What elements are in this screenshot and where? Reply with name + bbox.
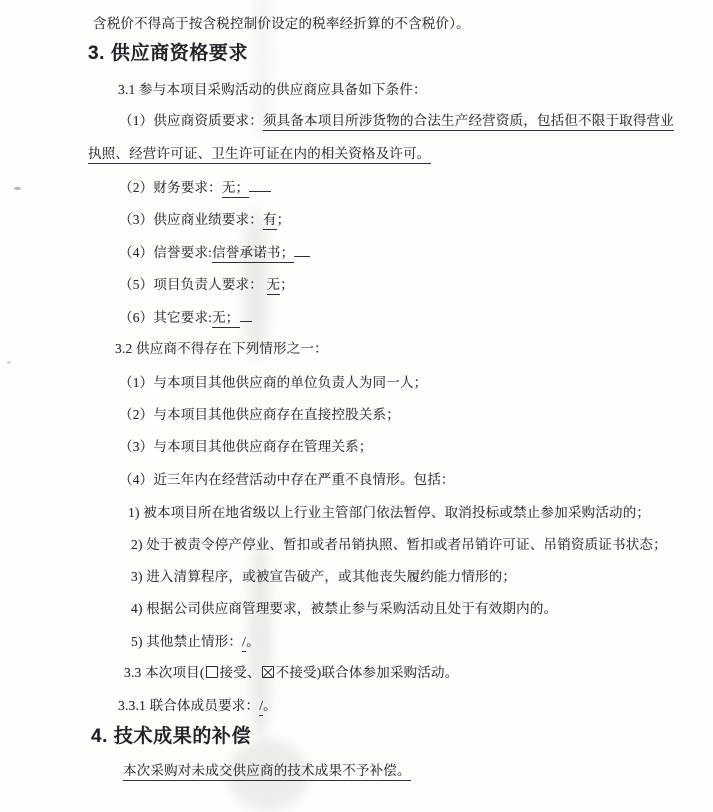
clause-3-2-subitem-3: 3) 进入清算程序，或被宣告破产，或其他丧失履约能力情形的； (131, 569, 517, 584)
subitem-5-tail: 。 (246, 634, 260, 649)
clause-3-2-item-4: （4）近三年内在经营活动中存在严重不良情形。包括： (119, 472, 455, 487)
underline-extension (294, 243, 310, 257)
clause-3-1-item-1-line-2 (88, 145, 431, 162)
carryover-line: 含税价不得高于按含税控制价设定的税率经折算的不含税价）。 (93, 16, 470, 31)
item-1-label: （1）供应商资质要求： (119, 113, 263, 128)
clause-3-3-1 (118, 697, 277, 714)
subitem-5-value: / (242, 634, 246, 652)
section-3-heading: 3. 供应商资格要求 (88, 43, 249, 64)
clause-3-1-item-4 (119, 243, 310, 261)
checkbox-accept-icon (206, 666, 218, 678)
clause-3-2-subitem-2: 2) 处于被责令停产停业、暂扣或者吊销执照、暂扣或者吊销许可证、吊销资质证书状态； (131, 537, 667, 552)
clause-3-1-item-3 (119, 211, 290, 228)
item-3-label: （3）供应商业绩要求： (119, 212, 263, 227)
clause-3-2-lead: 3.2 供应商不得存在下列情形之一： (115, 341, 328, 356)
clause-3-2-subitem-4: 4) 根据公司供应商管理要求，被禁止参与采购活动且处于有效期内的。 (131, 601, 558, 616)
clause-3-3-1-tail: 。 (263, 698, 277, 713)
section-4-heading: 4. 技术成果的补偿 (91, 726, 252, 747)
underline-extension (240, 308, 252, 322)
item-3-value: 有 (263, 212, 277, 230)
item-6-value: 无； (212, 310, 239, 328)
clause-3-1-lead: 3.1 参与本项目采购活动的供应商应具备如下条件： (118, 82, 427, 97)
item-2-label: （2）财务要求： (119, 180, 222, 195)
clause-3-3 (124, 664, 458, 681)
scan-speck (7, 361, 11, 364)
item-3-tail: ； (276, 212, 291, 227)
checkbox-reject-checked-icon (262, 666, 274, 678)
item-6-label: （6）其它要求: (119, 310, 213, 325)
clause-3-1-item-1-line-1 (119, 112, 674, 129)
scan-speck (14, 187, 21, 190)
clause-3-2-item-1: （1）与本项目其他供应商的单位负责人为同一人； (119, 375, 428, 390)
clause-3-2-subitem-1: 1) 被本项目所在地省级以上行业主管部门依法暂停、取消投标或禁止参加采购活动的； (128, 505, 651, 520)
item-5-value: 无 (267, 277, 281, 295)
accept-label: 接受、 (219, 665, 261, 680)
clause-3-2-item-3: （3）与本项目其他供应商存在管理关系； (119, 439, 373, 454)
item-2-value: 无； (222, 180, 249, 198)
section-4-body-text: 本次采购对未成交供应商的技术成果不予补偿。 (123, 763, 411, 781)
item-4-value: 信誉承诺书； (212, 245, 294, 263)
item-5-label: （5）项目负责人要求： (119, 277, 267, 292)
clause-3-3-1-label: 3.3.1 联合体成员要求： (118, 698, 260, 713)
clause-3-2-subitem-5 (131, 633, 260, 650)
underline-extension (249, 178, 271, 192)
clause-3-3-1-value: / (259, 698, 263, 716)
item-4-label: （4）信誉要求: (119, 245, 213, 260)
item-1-value-continued: 执照、经营许可证、卫生许可证在内的相关资格及许可。 (88, 146, 431, 164)
clause-3-1-item-6 (119, 308, 252, 326)
item-5-tail: ； (280, 277, 294, 292)
subitem-5-label: 5) 其他禁止情形： (131, 634, 243, 649)
clause-3-2-item-2: （2）与本项目其他供应商存在直接控股关系； (119, 407, 400, 422)
clause-3-1-item-2 (119, 178, 271, 196)
clause-3-3-prefix: 3.3 本次项目( (124, 665, 205, 680)
section-4-body (123, 762, 411, 779)
reject-label: 不接受)联合体参加采购活动。 (275, 665, 459, 680)
clause-3-1-item-5 (119, 276, 294, 293)
item-1-value: 须具备本项目所涉货物的合法生产经营资质，包括但不限于取得营业 (263, 113, 674, 131)
